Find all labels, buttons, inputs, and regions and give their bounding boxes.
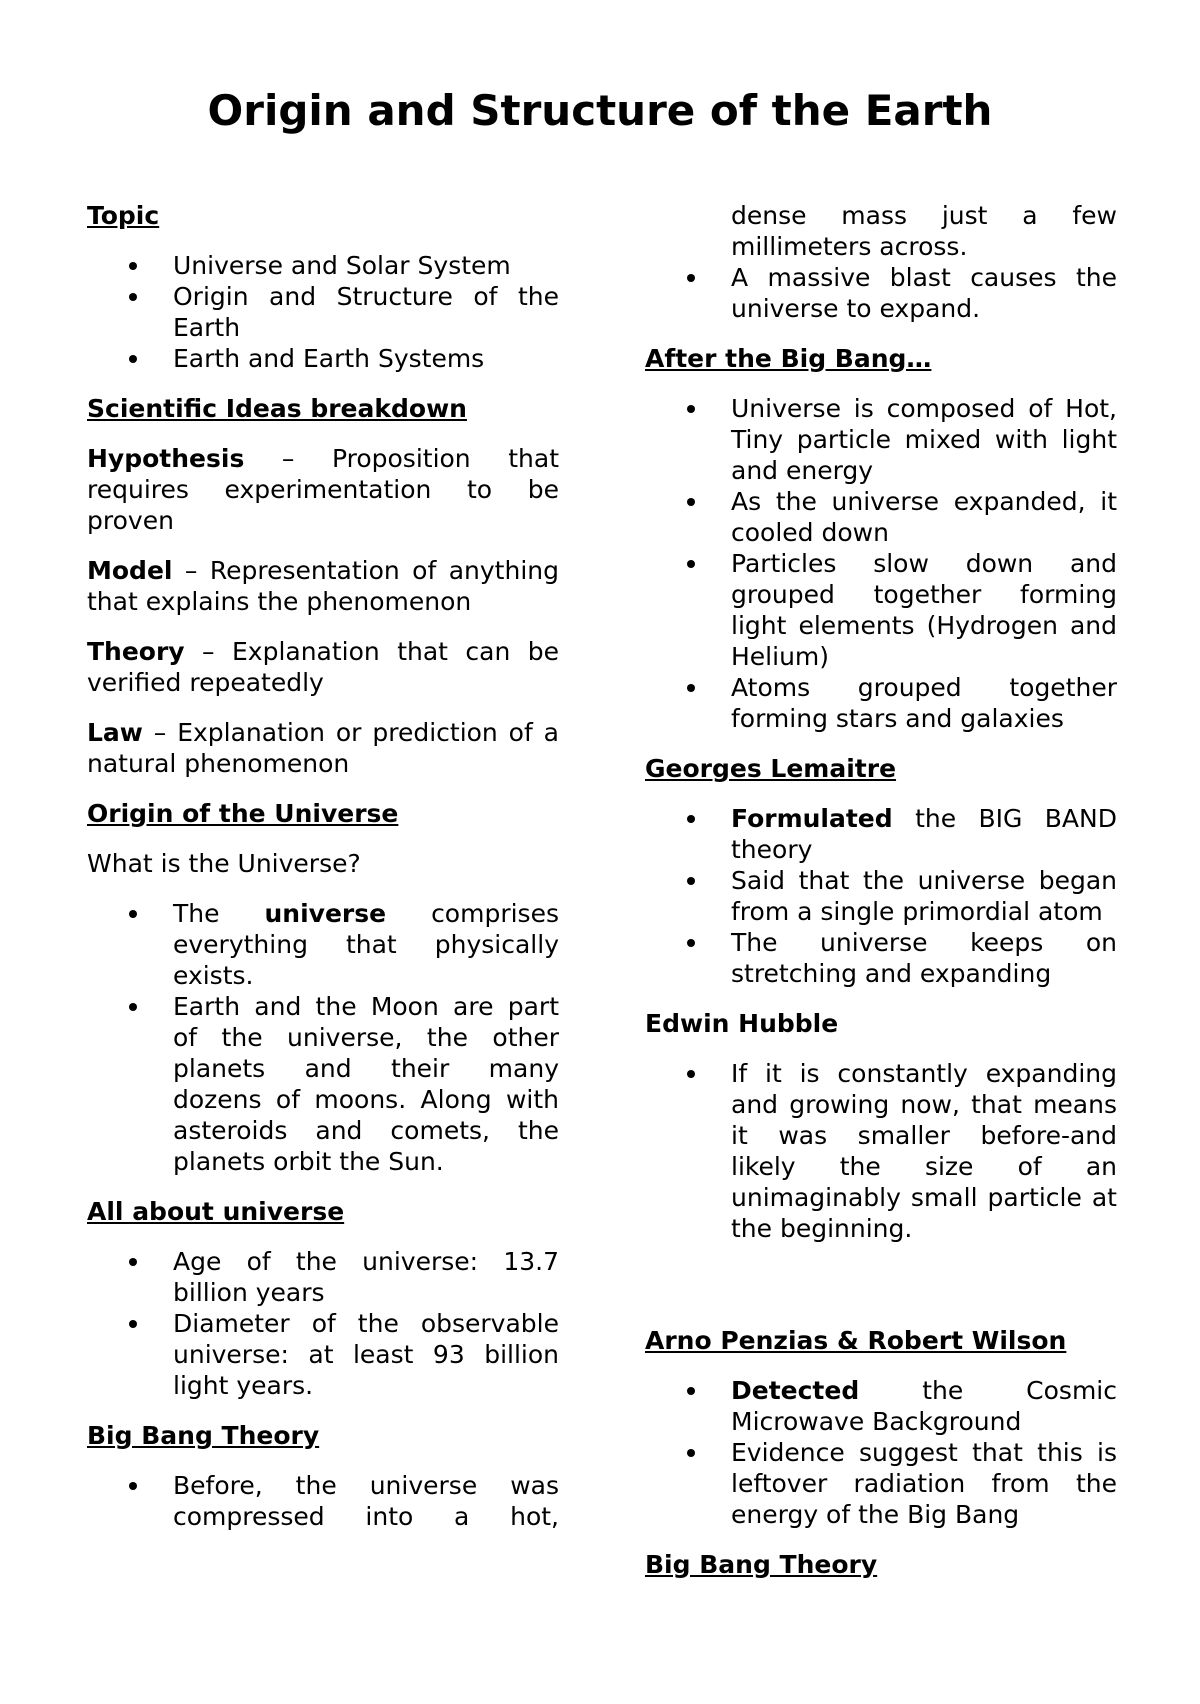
bullet-icon [129,1258,137,1266]
list-item: Before, the universe was compressed into a hot, [87,1470,559,1532]
origin-question: What is the Universe? [87,849,361,878]
theory-definition: Theory – Explanation that can be verified repeatedly [87,637,559,697]
about-list [87,1246,559,1401]
list-item: Detected the Cosmic Microwave Background [645,1375,1117,1437]
list-item: Evidence suggest that this is leftover radiation from the energy of the Big Bang [645,1437,1117,1530]
list-item: A massive blast causes the universe to expand. [645,262,1117,324]
topic-list [87,250,559,374]
bullet-icon [129,1003,137,1011]
list-item: Diameter of the observable universe: at least 93 billion light years. [87,1308,559,1401]
big-bang-theory-heading-2: Big Bang Theory [645,1550,878,1579]
lemaitre-heading: Georges Lemaitre [645,754,897,783]
hubble-heading: Edwin Hubble [645,1009,839,1038]
penzias-list [645,1375,1117,1530]
left-column [87,200,559,1551]
bullet-icon [687,405,695,413]
law-definition: Law – Explanation or prediction of a natural phenomenon [87,718,559,778]
bullet-icon [129,910,137,918]
law-term: Law [87,718,143,747]
big-bang-list [87,1470,559,1532]
model-term: Model [87,556,173,585]
big-bang-heading: Big Bang Theory [87,1421,320,1450]
topic-heading: Topic [87,201,160,230]
list-item: Atoms grouped together forming stars and galaxies [645,672,1117,734]
bullet-icon [129,293,137,301]
bullet-icon [687,684,695,692]
penzias-wilson-heading: Arno Penzias & Robert Wilson [645,1326,1067,1355]
list-item: Earth and the Moon are part of the universe, the other planets and their many dozens of moons. Along with asteroids and comets, the planets orbit the Sun. [87,991,559,1177]
bullet-icon [687,1387,695,1395]
blank-space [645,1263,1117,1325]
bullet-icon [687,274,695,282]
bullet-icon [129,1482,137,1490]
hypothesis-definition: Hypothesis – Proposition that requires experimentation to be proven [87,444,559,535]
bullet-icon [687,1449,695,1457]
list-item: Particles slow down and grouped together forming light elements (Hydrogen and Helium) [645,548,1117,672]
list-item: Universe is composed of Hot, Tiny particle mixed with light and energy [645,393,1117,486]
scientific-ideas-heading: Scientific Ideas breakdown [87,394,467,423]
about-universe-heading: All about universe [87,1197,345,1226]
list-item: Age of the universe: 13.7 billion years [87,1246,559,1308]
big-bang-list-cont [645,262,1117,324]
bullet-icon [687,560,695,568]
list-item: If it is constantly expanding and growing now, that means it was smaller before-and likely the size of an unimaginably small particle at the beginning. [645,1058,1117,1244]
after-big-bang-list [645,393,1117,734]
list-item: As the universe expanded, it cooled down [645,486,1117,548]
list-item: Formulated the BIG BAND theory [645,803,1117,865]
document-title: Origin and Structure of the Earth [207,86,993,135]
bullet-icon [129,355,137,363]
origin-heading: Origin of the Universe [87,799,399,828]
list-item: The universe comprises everything that physically exists. [87,898,559,991]
list-item: Said that the universe began from a single primordial atom [645,865,1117,927]
hypothesis-term: Hypothesis [87,444,245,473]
hubble-list [645,1058,1117,1244]
bullet-icon [687,939,695,947]
bullet-icon [687,498,695,506]
model-definition: Model – Representation of anything that explains the phenomenon [87,556,559,616]
bullet-icon [687,877,695,885]
list-item: Earth and Earth Systems [87,343,559,374]
right-column [645,200,1117,1599]
after-big-bang-heading: After the Big Bang… [645,344,932,373]
theory-term: Theory [87,637,185,666]
lemaitre-list [645,803,1117,989]
bullet-icon [687,1070,695,1078]
bullet-icon [129,262,137,270]
list-item: Universe and Solar System [87,250,559,281]
list-item: The universe keeps on stretching and expanding [645,927,1117,989]
origin-list [87,898,559,1177]
big-bang-item-continuation: dense mass just a few millimeters across. [731,201,1117,261]
bullet-icon [687,815,695,823]
bullet-icon [129,1320,137,1328]
list-item: Origin and Structure of the Earth [87,281,559,343]
